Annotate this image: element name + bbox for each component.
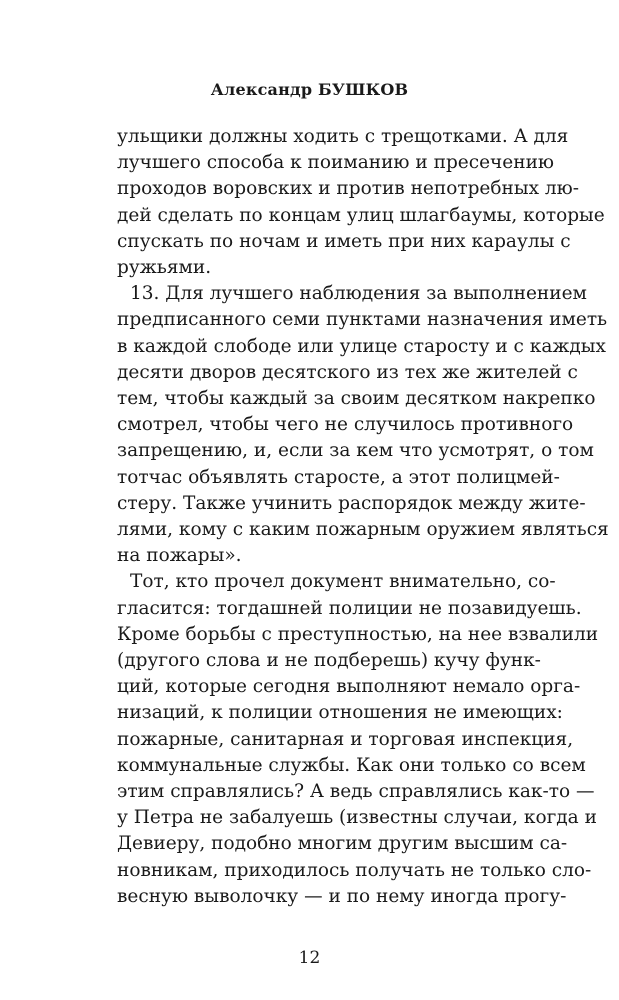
text-line: стеру. Также учинить распорядок между жите- (117, 492, 586, 514)
text-line: смотрел, чтобы чего не случилось противного (117, 414, 574, 436)
text-line: Девиеру, подобно многим другим высшим са- (117, 833, 568, 855)
text-line: ружьями. (117, 257, 212, 278)
text-line: этим справлялись? А ведь справлялись как-то — (117, 781, 595, 802)
text-line: новникам, приходилось получать не только сло- (117, 859, 592, 881)
text-line: лучшего способа к поиманию и пресечению (117, 152, 554, 174)
text-line: дей сделать по концам улиц шлагбаумы, которые (117, 204, 605, 226)
text-line: спускать по ночам и иметь при них караулы с (117, 230, 571, 252)
text-line: на пожары». (117, 545, 242, 567)
text-line: у Петра не забалуешь (известны случаи, когда и (117, 807, 597, 829)
text-line: тотчас объявлять старосте, а этот полицмей- (117, 466, 560, 488)
text-line: 13. Для лучшего наблюдения за выполнением (130, 283, 587, 305)
text-line: Тот, кто прочел документ внимательно, со- (130, 571, 556, 593)
text-line: весную выволочку — и по нему иногда прогу- (117, 885, 567, 907)
text-line: предписанного семи пунктами назначения иметь (117, 309, 608, 331)
text-line: ций, которые сегодня выполняют немало орга- (117, 676, 581, 698)
text-line: Кроме борьбы с преступностью, на нее взвалили (117, 623, 599, 645)
text-line: ульщики должны ходить с трещотками. А для (117, 126, 569, 147)
text-line: (другого слова и не подберешь) кучу функ- (117, 650, 541, 671)
text-line: гласится: тогдашней полиции не позавидуешь. (117, 597, 582, 619)
text-line: тем, чтобы каждый за своим десятком накрепко (117, 388, 596, 409)
text-line: коммунальные службы. Как они только со всем (117, 754, 586, 776)
text-line: лями, кому с каким пожарным оружием являться (117, 519, 609, 540)
text-line: пожарные, санитарная и торговая инспекция, (117, 728, 574, 750)
running-head: Александр БУШКОВ (210, 80, 409, 99)
text-line: десяти дворов десятского из тех же жителей с (117, 361, 578, 383)
text-line: запрещению, и, если за кем что усмотрят, о том (117, 440, 594, 462)
text-line: в каждой слободе или улице старосту и с каждых (117, 335, 606, 357)
text-line: проходов воровских и против непотребных лю- (117, 178, 579, 200)
page-number: 12 (298, 948, 321, 968)
text-line: низаций, к полиции отношения не имеющих: (117, 702, 563, 724)
